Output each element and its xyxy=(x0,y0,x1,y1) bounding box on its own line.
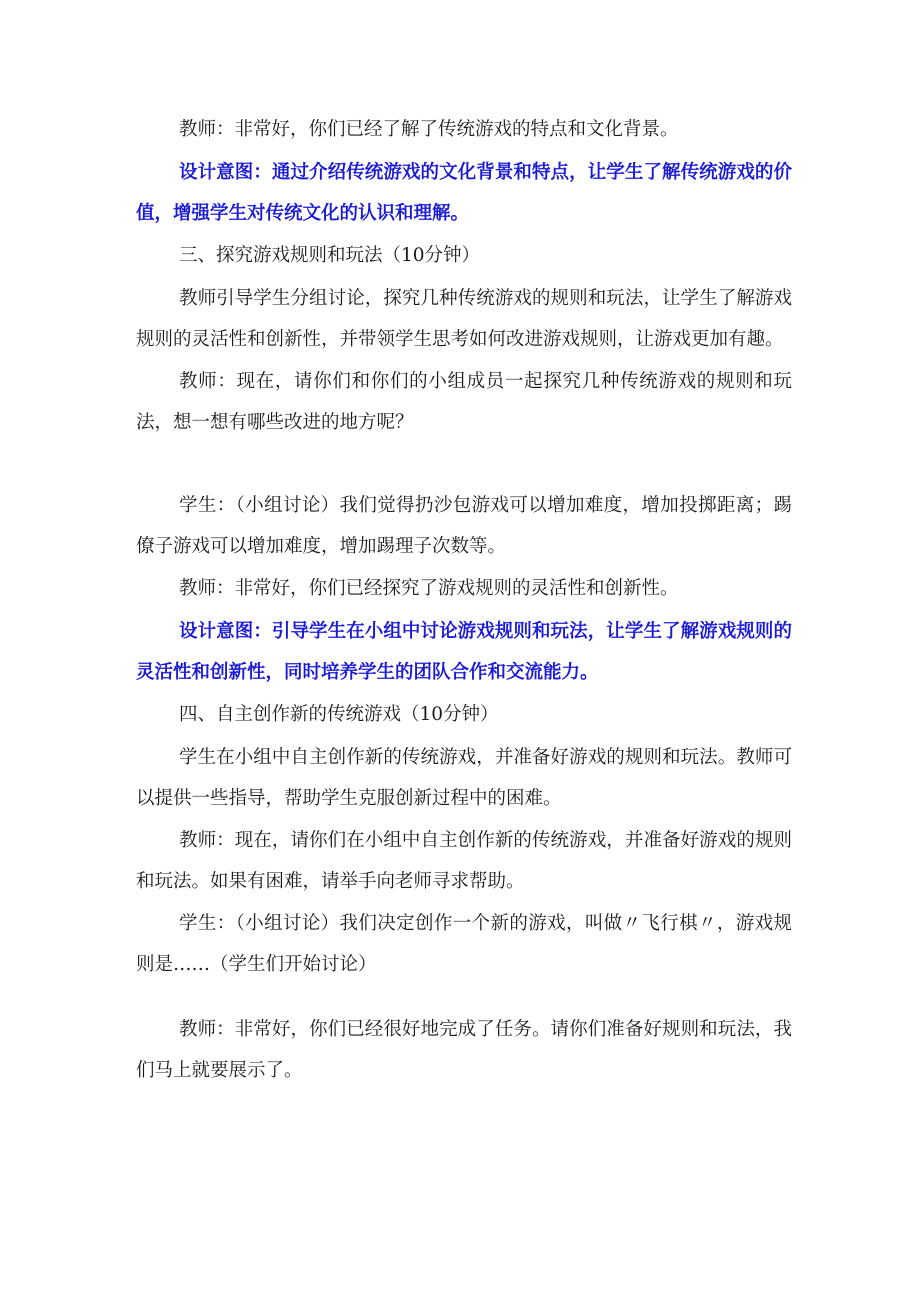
design-intent-2: 设计意图：引导学生在小组中讨论游戏规则和玩法，让学生了解游戏规则的灵活性和创新性，同时培养学生的团队合作和交流能力。 xyxy=(136,621,792,683)
teacher-line-2: 教师：现在，请你们和你们的小组成员一起探究几种传统游戏的规则和玩法，想一想有哪些改进的地方呢？ xyxy=(136,371,792,433)
teacher-line-4: 教师：现在，请你们在小组中自主创作新的传统游戏，并准备好游戏的规则和玩法。如果有困难，请举手向老师寻求帮助。 xyxy=(136,830,792,892)
design-intent-1: 设计意图：通过介绍传统游戏的文化背景和特点，让学生了解传统游戏的价值，增强学生对传统文化的认识和理解。 xyxy=(136,162,792,224)
teacher-line-5: 教师：非常好，你们已经很好地完成了任务。请你们准备好规则和玩法，我们马上就要展示了。 xyxy=(136,1019,792,1081)
teacher-line-3: 教师：非常好，你们已经探究了游戏规则的灵活性和创新性。 xyxy=(179,578,679,599)
activity-description-3: 教师引导学生分组讨论，探究几种传统游戏的规则和玩法，让学生了解游戏规则的灵活性和创新性，并带领学生思考如何改进游戏规则，让游戏更加有趣。 xyxy=(136,288,792,350)
section-heading-3: 三、探究游戏规则和玩法（10分钟） xyxy=(179,245,481,266)
section-heading-4: 四、自主创作新的传统游戏（10分钟） xyxy=(179,704,499,725)
activity-description-4: 学生在小组中自主创作新的传统游戏，并准备好游戏的规则和玩法。教师可以提供一些指导，帮助学生克服创新过程中的困难。 xyxy=(136,747,792,809)
teacher-line-1: 教师：非常好，你们已经了解了传统游戏的特点和文化背景。 xyxy=(179,119,679,140)
student-line-1: 学生：（小组讨论）我们觉得扔沙包游戏可以增加难度，增加投掷距离；踢僚子游戏可以增加难度，增加踢理子次数等。 xyxy=(136,495,792,557)
student-line-2: 学生：（小组讨论）我们决定创作一个新的游戏，叫做〃飞行棋〃，游戏规则是……（学生们开始讨论） xyxy=(136,913,792,975)
